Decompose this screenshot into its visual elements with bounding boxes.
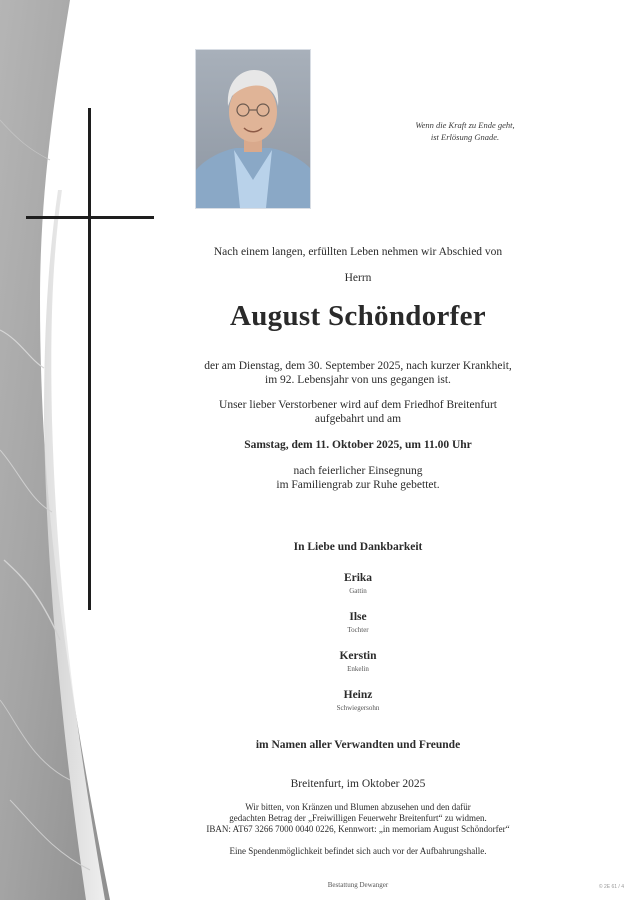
mourner-name: Kerstin [339, 650, 377, 662]
request-line-3: IBAN: AT67 3266 7000 0040 0226, Kennwort: „in memoriam August Schöndorfer“ [206, 824, 510, 834]
death-info-line-2: im 92. Lebensjahr von uns gegangen ist. [265, 374, 451, 386]
mourners-heading: In Liebe und Dankbarkeit [293, 541, 423, 553]
deceased-name: August Schöndorfer [230, 300, 486, 332]
print-code: © 2E 61 / 4 [598, 884, 624, 890]
cross-vertical-bar [88, 108, 91, 610]
burial-line-1: nach feierlicher Einsegnung [293, 465, 423, 477]
burial-line-2: im Familiengrab zur Ruhe gebettet. [276, 479, 440, 491]
mourner-name: Ilse [349, 611, 367, 623]
mourner-name: Heinz [343, 689, 373, 701]
cross-horizontal-bar [26, 216, 154, 219]
death-info-line-1: der am Dienstag, dem 30. September 2025, nach kurzer Krankheit, [204, 360, 512, 372]
request-line-2: gedachten Betrag der „Freiwilligen Feuerwehr Breitenfurt“ zu widmen. [229, 813, 487, 823]
quote-line-2: ist Erlösung Gnade. [430, 132, 500, 142]
viewing-line-2: aufgebahrt und am [314, 413, 402, 425]
memorial-quote [390, 119, 540, 143]
intro-line-1: Nach einem langen, erfüllten Leben nehmen wir Abschied von [213, 246, 503, 258]
funeral-date: Samstag, dem 11. Oktober 2025, um 11.00 Uhr [244, 439, 472, 451]
mourner-relation: Enkelin [347, 665, 369, 673]
quote-line-1: Wenn die Kraft zu Ende geht, [415, 120, 515, 130]
mourner-relation: Gattin [349, 587, 367, 595]
relatives-line: im Namen aller Verwandten und Freunde [255, 739, 461, 751]
mourner-relation: Schwiegersohn [336, 704, 380, 712]
donation-note: Eine Spendenmöglichkeit befindet sich auch vor der Aufbahrungshalle. [229, 846, 487, 856]
mourner-relation: Tochter [347, 626, 369, 634]
viewing-line-1: Unser lieber Verstorbener wird auf dem Friedhof Breitenfurt [219, 399, 497, 411]
mourner-name: Erika [343, 572, 373, 584]
intro-line-2: Herrn [344, 272, 372, 284]
place-date: Breitenfurt, im Oktober 2025 [290, 778, 426, 790]
portrait-photo [196, 50, 310, 208]
undertaker: Bestattung Dewanger [327, 881, 389, 889]
request-line-1: Wir bitten, von Kränzen und Blumen abzusehen und den dafür [245, 802, 471, 812]
